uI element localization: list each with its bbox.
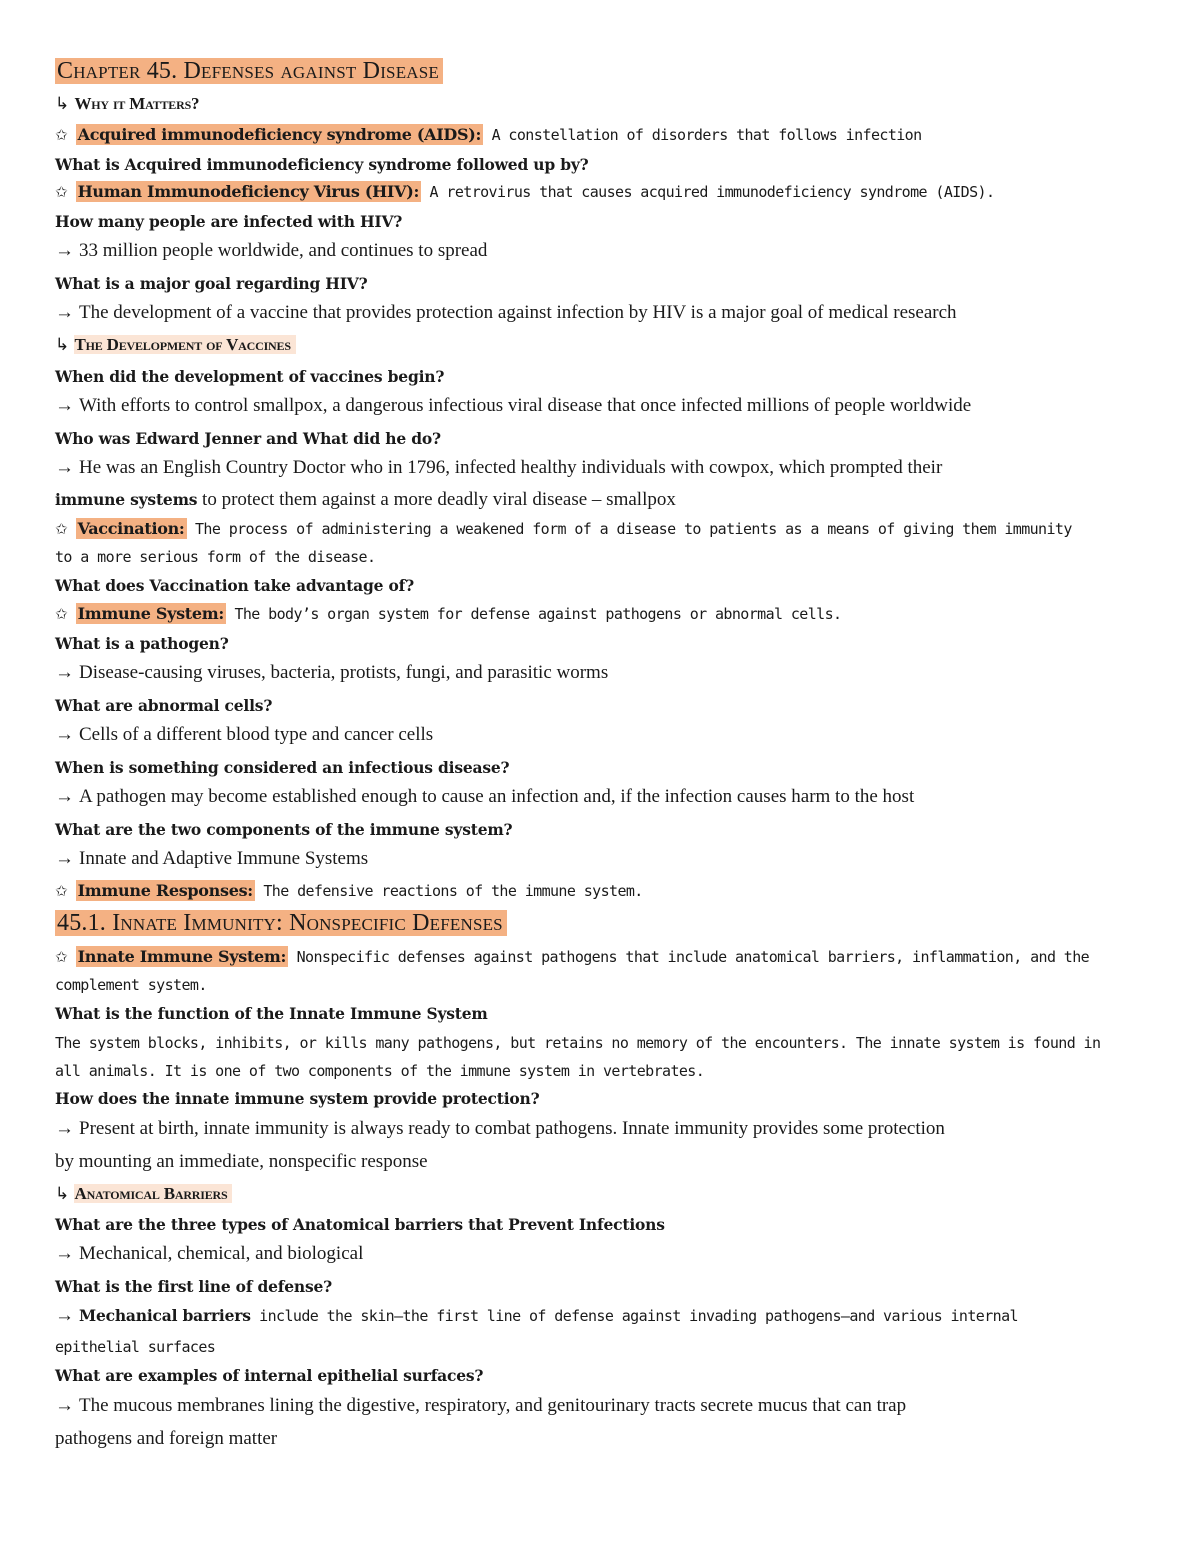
star-icon: ✩	[55, 948, 68, 966]
term-definition	[55, 603, 841, 625]
definition-text: The defensive reactions of the immune system.	[254, 882, 643, 900]
definition-text: The body’s organ system for defense against pathogens or abnormal cells.	[226, 605, 842, 623]
answer	[55, 457, 942, 479]
question: When did the development of vaccines begin?	[55, 367, 445, 386]
answer-text: include the skin—the first line of defense against invading pathogens—and various internal	[250, 1307, 1018, 1325]
section-innate-title: 45.1. Innate Immunity: Nonspecific Defenses	[55, 910, 507, 936]
right-arrow-icon: →	[55, 240, 74, 261]
right-arrow-icon: →	[55, 786, 74, 807]
definition-continuation: complement system.	[55, 976, 207, 994]
star-icon: ✩	[55, 882, 68, 900]
question: What are the two components of the immune system?	[55, 820, 513, 839]
question: When is something considered an infectious disease?	[55, 758, 510, 777]
term-label: Immune System:	[77, 604, 225, 623]
answer	[55, 302, 957, 324]
answer	[55, 395, 971, 417]
chapter-title: Chapter 45. Defenses against Disease	[55, 58, 443, 84]
term-definition	[55, 124, 922, 146]
star-icon: ✩	[55, 605, 68, 623]
body-text: The system blocks, inhibits, or kills many pathogens, but retains no memory of the encounters. The innate system is found in	[55, 1034, 1101, 1052]
question: What is Acquired immunodeficiency syndrome followed up by?	[55, 155, 589, 174]
section-innate-heading	[55, 908, 507, 938]
answer	[55, 848, 368, 870]
term-label: Acquired immunodeficiency syndrome (AIDS):	[77, 125, 482, 144]
bold-term: Mechanical barriers	[79, 1306, 251, 1325]
definition-text: Nonspecific defenses against pathogens that include anatomical barriers, inflammation, and the	[288, 948, 1090, 966]
section-why-title: Why it Matters?	[74, 94, 200, 113]
definition-text: A constellation of disorders that follows infection	[483, 126, 922, 144]
answer-text: Present at birth, innate immunity is always ready to combat pathogens. Innate immunity provides some protection	[79, 1118, 945, 1139]
hook-arrow-icon: ↳	[55, 335, 70, 354]
answer	[55, 786, 914, 808]
question: What are the three types of Anatomical barriers that Prevent Infections	[55, 1215, 665, 1234]
question: What is a major goal regarding HIV?	[55, 274, 368, 293]
answer-continuation: epithelial surfaces	[55, 1338, 216, 1356]
question: What are abnormal cells?	[55, 696, 273, 715]
question: What is the first line of defense?	[55, 1277, 333, 1296]
answer-continuation: pathogens and foreign matter	[55, 1428, 278, 1449]
definition-text: The process of administering a weakened form of a disease to patients as a means of giving them immunity	[186, 520, 1072, 538]
hook-arrow-icon: ↳	[55, 94, 70, 113]
bold-term: immune systems	[55, 490, 198, 509]
answer	[55, 662, 608, 684]
question: How does the innate immune system provide protection?	[55, 1089, 540, 1108]
question: Who was Edward Jenner and What did he do?	[55, 429, 441, 448]
term-definition	[55, 181, 994, 203]
chapter-heading	[55, 56, 443, 86]
right-arrow-icon: →	[55, 1305, 74, 1326]
right-arrow-icon: →	[55, 395, 74, 416]
definition-continuation: to a more serious form of the disease.	[55, 548, 376, 566]
right-arrow-icon: →	[55, 1243, 74, 1264]
star-icon: ✩	[55, 183, 68, 201]
question: What is the function of the Innate Immune System	[55, 1004, 488, 1023]
answer-text: Cells of a different blood type and cancer cells	[79, 724, 434, 745]
definition-text: A retrovirus that causes acquired immunodeficiency syndrome (AIDS).	[421, 183, 995, 201]
term-label: Immune Responses:	[77, 881, 253, 900]
answer-continuation: by mounting an immediate, nonspecific response	[55, 1151, 428, 1172]
term-definition	[55, 946, 1089, 968]
question: What does Vaccination take advantage of?	[55, 576, 414, 595]
answer-text: Mechanical, chemical, and biological	[79, 1243, 364, 1264]
question: What is a pathogen?	[55, 634, 229, 653]
answer-continuation	[55, 489, 676, 511]
answer	[55, 1305, 1018, 1327]
section-barriers-title: Anatomical Barriers	[74, 1184, 233, 1203]
answer-text: He was an English Country Doctor who in 1796, infected healthy individuals with cowpox, which prompted their	[79, 457, 943, 478]
answer-text: 33 million people worldwide, and continues to spread	[79, 240, 488, 261]
answer-text: The development of a vaccine that provides protection against infection by HIV is a major goal of medical research	[79, 302, 957, 323]
right-arrow-icon: →	[55, 302, 74, 323]
term-label: Human Immunodeficiency Virus (HIV):	[77, 182, 420, 201]
section-vaccines-heading	[55, 334, 296, 356]
right-arrow-icon: →	[55, 724, 74, 745]
right-arrow-icon: →	[55, 1395, 74, 1416]
term-label: Innate Immune System:	[77, 947, 287, 966]
right-arrow-icon: →	[55, 457, 74, 478]
answer	[55, 1118, 945, 1140]
term-definition	[55, 518, 1072, 540]
question: What are examples of internal epithelial surfaces?	[55, 1366, 484, 1385]
answer	[55, 240, 487, 262]
section-vaccines-title: The Development of Vaccines	[74, 335, 296, 354]
answer	[55, 724, 433, 746]
term-label: Vaccination:	[77, 519, 185, 538]
right-arrow-icon: →	[55, 1118, 74, 1139]
star-icon: ✩	[55, 520, 68, 538]
right-arrow-icon: →	[55, 848, 74, 869]
answer-text: A pathogen may become established enough to cause an infection and, if the infection causes harm to the host	[79, 786, 915, 807]
section-barriers-heading	[55, 1183, 232, 1205]
right-arrow-icon: →	[55, 662, 74, 683]
answer-text: to protect them against a more deadly viral disease – smallpox	[197, 489, 676, 510]
question: How many people are infected with HIV?	[55, 212, 403, 231]
answer	[55, 1395, 906, 1417]
term-definition	[55, 880, 643, 902]
answer-text: The mucous membranes lining the digestive, respiratory, and genitourinary tracts secrete mucus that can trap	[79, 1395, 907, 1416]
answer-text: With efforts to control smallpox, a dangerous infectious viral disease that once infected millions of people worldwide	[79, 395, 972, 416]
answer-text: Disease-causing viruses, bacteria, protists, fungi, and parasitic worms	[79, 662, 609, 683]
answer	[55, 1243, 363, 1265]
section-why-heading	[55, 93, 204, 115]
answer-text: Innate and Adaptive Immune Systems	[79, 848, 369, 869]
star-icon: ✩	[55, 126, 68, 144]
hook-arrow-icon: ↳	[55, 1184, 70, 1203]
body-text: all animals. It is one of two components of the immune system in vertebrates.	[55, 1062, 705, 1080]
